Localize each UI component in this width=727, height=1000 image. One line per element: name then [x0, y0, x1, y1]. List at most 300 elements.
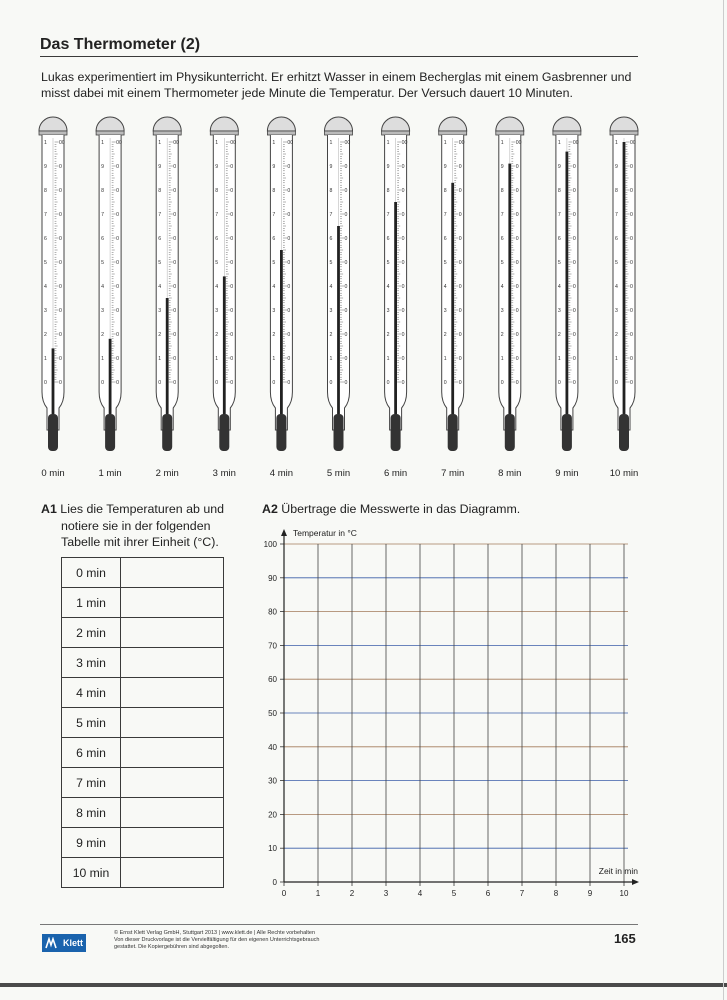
thermometer-bulb [276, 414, 286, 451]
scale-label-left: 1 [615, 356, 618, 362]
scale-label-right: 00 [572, 140, 579, 146]
scale-label-right: 0 [230, 356, 234, 362]
scale-label-left: 7 [443, 212, 447, 218]
scale-label-left: 6 [101, 236, 104, 242]
scale-label-left: 3 [44, 308, 47, 314]
scale-label-right: 0 [630, 188, 633, 194]
scale-label-left: 1 [215, 356, 219, 362]
scale-label-right: 0 [401, 284, 405, 290]
thermometer-row [0, 0, 727, 480]
scale-label-left: 8 [615, 188, 618, 194]
scale-label-right: 0 [515, 188, 519, 194]
scale-label-left: 3 [272, 308, 276, 314]
scale-label-left: 5 [615, 260, 618, 266]
scale-label-left: 1 [272, 140, 276, 146]
scale-label-left: 3 [215, 308, 219, 314]
scale-label-right: 0 [59, 212, 62, 218]
thermometer-collar [382, 131, 410, 135]
scale-label-right: 0 [230, 236, 234, 242]
scale-label-right: 00 [173, 140, 179, 146]
scale-label-right: 0 [572, 284, 576, 290]
x-tick-label: 2 [349, 889, 355, 898]
table-time-cell: 0 min [62, 558, 121, 588]
thermometer [267, 117, 295, 479]
scale-label-right: 0 [116, 356, 119, 362]
task-a2 [262, 501, 520, 518]
task-a2-number: A2 [262, 502, 278, 516]
scale-label-left: 7 [101, 212, 104, 218]
thermometer-bulb [105, 414, 115, 451]
x-tick-label: 10 [619, 889, 629, 898]
y-tick-label: 30 [268, 776, 277, 786]
table-time-cell: 6 min [62, 738, 121, 768]
scale-label-left: 1 [386, 356, 390, 362]
y-tick-label: 10 [268, 844, 277, 854]
scale-label-right: 0 [515, 380, 519, 386]
scale-label-right: 0 [116, 164, 119, 170]
table-value-cell[interactable] [121, 648, 224, 678]
scale-label-right: 0 [173, 164, 177, 170]
thermometer-collar [496, 131, 524, 135]
scale-label-right: 0 [173, 356, 177, 362]
scale-label-right: 0 [116, 332, 119, 338]
scale-label-right: 0 [116, 284, 119, 290]
scale-label-left: 4 [615, 284, 618, 290]
thermometer-time-label: 4 min [269, 468, 294, 479]
scale-label-left: 8 [500, 188, 504, 194]
table-row [62, 588, 224, 618]
thermometer-bulb [48, 414, 58, 451]
thermometer [39, 117, 67, 479]
scale-label-right: 0 [515, 164, 519, 170]
scale-label-right: 0 [116, 260, 119, 266]
scale-label-right: 00 [401, 140, 408, 146]
scale-label-left: 1 [272, 356, 276, 362]
scale-label-right: 0 [116, 236, 119, 242]
scale-label-right: 0 [344, 260, 348, 266]
thermometer-collar [439, 131, 467, 135]
scale-label-right: 0 [401, 188, 405, 194]
scale-label-left: 4 [329, 284, 333, 290]
table-value-cell[interactable] [121, 588, 224, 618]
scale-label-left: 0 [386, 380, 390, 386]
scale-label-left: 0 [44, 380, 47, 386]
scale-label-left: 6 [44, 236, 47, 242]
scale-label-right: 0 [344, 164, 348, 170]
scale-label-left: 1 [557, 140, 561, 146]
scale-label-left: 9 [44, 164, 47, 170]
scale-label-right: 0 [344, 212, 348, 218]
y-tick-label: 100 [263, 540, 277, 549]
scale-label-left: 5 [215, 260, 219, 266]
scale-label-right: 0 [458, 332, 462, 338]
y-tick-label: 60 [268, 675, 277, 685]
mercury-column [166, 298, 169, 414]
scale-label-left: 6 [329, 236, 333, 242]
thermometer-time-label: 2 min [155, 468, 179, 479]
scale-label-right: 0 [572, 212, 576, 218]
scale-label-right: 0 [230, 188, 234, 194]
scale-label-right: 0 [458, 308, 462, 314]
scale-label-left: 7 [329, 212, 333, 218]
scale-label-left: 5 [557, 260, 561, 266]
thermometer-cap [439, 117, 467, 131]
scale-label-right: 00 [230, 140, 237, 146]
table-time-cell: 2 min [62, 618, 121, 648]
scale-label-left: 1 [329, 356, 333, 362]
scale-label-right: 0 [515, 284, 519, 290]
scale-label-left: 1 [101, 356, 104, 362]
thermometer-bulb [334, 414, 344, 451]
scale-label-left: 1 [44, 356, 47, 362]
scale-label-left: 8 [215, 188, 219, 194]
scale-label-left: 0 [557, 380, 561, 386]
scale-label-left: 9 [101, 164, 104, 170]
scale-label-left: 6 [386, 236, 390, 242]
thermometer-time-label: 1 min [98, 468, 122, 479]
scale-label-left: 4 [215, 284, 219, 290]
scale-label-right: 0 [630, 284, 633, 290]
y-axis-arrow [281, 529, 287, 536]
scale-label-left: 3 [329, 308, 333, 314]
scale-label-right: 0 [116, 212, 119, 218]
thermometer-cap [325, 117, 353, 131]
scale-label-right: 00 [630, 140, 636, 146]
scale-label-left: 7 [557, 212, 561, 218]
thermometer [325, 117, 353, 479]
scale-label-right: 0 [59, 332, 62, 338]
scale-label-left: 9 [158, 164, 162, 170]
x-tick-label: 6 [485, 889, 491, 898]
thermometer-collar [325, 131, 353, 135]
scale-label-left: 4 [158, 284, 162, 290]
task-a1-line-2: notiere sie in der folgenden [61, 518, 211, 533]
scale-label-left: 5 [44, 260, 47, 266]
table-value-cell[interactable] [121, 738, 224, 768]
scale-label-right: 0 [515, 212, 519, 218]
scale-label-left: 0 [615, 380, 618, 386]
scale-label-right: 0 [458, 260, 462, 266]
scale-label-left: 8 [101, 188, 104, 194]
thermometer-cap [496, 117, 524, 131]
scale-label-left: 5 [329, 260, 333, 266]
y-tick-label: 50 [268, 709, 277, 718]
thermometer [153, 117, 181, 479]
scale-label-right: 0 [630, 212, 633, 218]
scale-label-right: 0 [173, 380, 177, 386]
scale-label-left: 5 [158, 260, 162, 266]
scale-label-left: 1 [615, 140, 618, 146]
scale-label-right: 0 [59, 164, 62, 170]
scale-label-right: 0 [458, 164, 462, 170]
scale-label-right: 0 [173, 284, 177, 290]
scale-label-right: 0 [458, 380, 462, 386]
scale-label-left: 1 [443, 356, 447, 362]
x-tick-label: 4 [417, 889, 423, 898]
scale-label-right: 0 [59, 356, 62, 362]
scale-label-left: 2 [101, 332, 104, 338]
table-row [62, 738, 224, 768]
copyright-line-1: © Ernst Klett Verlag GmbH, Stuttgart 2013 | www.klett.de | Alle Rechte vorbehalten [114, 930, 316, 936]
scale-label-right: 0 [344, 308, 348, 314]
scale-label-left: 6 [215, 236, 219, 242]
task-a2-text: Übertrage die Messwerte in das Diagramm. [281, 502, 521, 516]
scan-edge-right [723, 0, 724, 1000]
scale-label-right: 0 [344, 356, 348, 362]
scale-label-left: 8 [443, 188, 447, 194]
scale-label-right: 0 [344, 332, 348, 338]
scale-label-left: 1 [386, 140, 390, 146]
scale-label-right: 0 [401, 212, 405, 218]
scale-label-left: 1 [158, 140, 162, 146]
scale-label-right: 0 [173, 236, 177, 242]
thermometer [553, 117, 581, 479]
intro-line-1: Lukas experimentiert im Physikunterricht. Er erhitzt Wasser in einem Becherglas mit einem Gasbrenner und [41, 70, 632, 84]
table-row [62, 858, 224, 888]
thermometer-collar [39, 131, 67, 135]
scale-label-right: 0 [116, 380, 119, 386]
scale-label-left: 0 [443, 380, 447, 386]
mercury-column [508, 164, 511, 414]
scale-label-left: 7 [615, 212, 618, 218]
scale-label-left: 7 [500, 212, 504, 218]
scale-label-left: 9 [272, 164, 276, 170]
scale-label-left: 6 [557, 236, 561, 242]
scale-label-right: 0 [630, 260, 633, 266]
scale-label-right: 0 [230, 260, 234, 266]
scale-label-left: 1 [44, 140, 47, 146]
table-value-cell[interactable] [121, 708, 224, 738]
thermometer-time-label: 10 min [609, 468, 639, 479]
thermometer-bulb [448, 414, 458, 451]
mercury-column [566, 152, 569, 414]
scale-label-right: 0 [59, 284, 62, 290]
scale-label-left: 5 [443, 260, 447, 266]
scale-label-left: 9 [500, 164, 504, 170]
thermometer-time-label: 8 min [498, 468, 522, 479]
scale-label-left: 1 [443, 140, 447, 146]
table-row [62, 798, 224, 828]
scale-label-right: 0 [230, 308, 234, 314]
scale-label-left: 6 [615, 236, 618, 242]
scale-label-right: 0 [287, 308, 291, 314]
scale-label-right: 0 [572, 332, 576, 338]
x-tick-label: 0 [281, 889, 287, 898]
scale-label-left: 0 [329, 380, 333, 386]
scale-label-left: 3 [500, 308, 504, 314]
scale-label-right: 0 [401, 236, 405, 242]
scale-label-right: 00 [458, 140, 465, 146]
scale-label-right: 0 [59, 188, 62, 194]
scale-label-left: 5 [386, 260, 390, 266]
scale-label-right: 0 [572, 236, 576, 242]
table-time-cell: 7 min [62, 768, 121, 798]
scale-label-right: 0 [287, 356, 291, 362]
scale-label-left: 7 [215, 212, 219, 218]
mercury-column [52, 348, 55, 414]
table-row [62, 678, 224, 708]
scale-label-left: 3 [101, 308, 104, 314]
scale-label-right: 0 [287, 212, 291, 218]
temperature-table [61, 557, 224, 888]
thermometer-cap [610, 117, 638, 131]
scale-label-left: 1 [500, 356, 504, 362]
scale-label-left: 4 [272, 284, 276, 290]
scale-label-right: 0 [230, 380, 234, 386]
scale-label-left: 4 [386, 284, 390, 290]
table-value-cell[interactable] [121, 798, 224, 828]
table-time-cell: 3 min [62, 648, 121, 678]
thermometer-collar [610, 131, 638, 135]
scale-label-left: 8 [272, 188, 276, 194]
scale-label-left: 8 [386, 188, 390, 194]
page-title: Das Thermometer (2) [40, 36, 201, 53]
scale-label-right: 0 [59, 236, 62, 242]
scale-label-left: 1 [215, 140, 219, 146]
table-time-cell: 9 min [62, 828, 121, 858]
scale-label-right: 0 [630, 164, 633, 170]
y-tick-label: 70 [268, 641, 277, 651]
scale-label-left: 2 [44, 332, 47, 338]
scale-label-left: 2 [557, 332, 561, 338]
scale-label-left: 4 [44, 284, 47, 290]
scale-label-left: 7 [44, 212, 47, 218]
scale-label-left: 6 [500, 236, 504, 242]
thermometer-cap [39, 117, 67, 131]
table-time-cell: 8 min [62, 798, 121, 828]
scale-label-right: 0 [59, 308, 62, 314]
task-a1 [41, 501, 241, 551]
table-row [62, 828, 224, 858]
scale-label-right: 0 [173, 188, 177, 194]
thermometer [496, 117, 524, 479]
scale-label-right: 0 [173, 332, 177, 338]
scale-label-right: 0 [401, 380, 405, 386]
thermometer [210, 117, 238, 479]
scale-label-left: 1 [329, 140, 333, 146]
task-a1-number: A1 [41, 502, 57, 516]
scale-label-right: 0 [630, 356, 633, 362]
scale-label-right: 0 [287, 260, 291, 266]
scale-label-left: 0 [158, 380, 162, 386]
table-value-cell[interactable] [121, 768, 224, 798]
thermometer-collar [210, 131, 238, 135]
scale-label-right: 0 [630, 380, 633, 386]
copyright-line-3: gestattet. Die Kopiergebühren sind abgegolten. [114, 944, 229, 950]
mercury-column [623, 142, 626, 414]
scale-label-left: 2 [329, 332, 333, 338]
scale-label-right: 0 [401, 164, 405, 170]
thermometer-collar [153, 131, 181, 135]
scale-label-left: 9 [443, 164, 447, 170]
thermometer-cap [96, 117, 124, 131]
thermometer-time-label: 3 min [212, 468, 236, 479]
thermometer [382, 117, 410, 479]
scale-label-left: 8 [557, 188, 561, 194]
scale-label-left: 2 [158, 332, 162, 338]
scale-label-left: 0 [272, 380, 276, 386]
scale-label-left: 5 [500, 260, 504, 266]
scale-label-right: 0 [59, 380, 62, 386]
thermometer [610, 117, 639, 479]
scale-label-left: 7 [158, 212, 162, 218]
scale-label-left: 3 [557, 308, 561, 314]
table-row [62, 618, 224, 648]
scale-label-right: 0 [344, 188, 348, 194]
scale-label-left: 9 [615, 164, 618, 170]
scale-label-right: 0 [344, 284, 348, 290]
thermometer-time-label: 7 min [441, 468, 465, 479]
scale-label-right: 0 [287, 164, 291, 170]
mercury-column [280, 250, 283, 414]
copyright-notice [114, 930, 319, 951]
page-number: 165 [614, 931, 636, 946]
scale-label-right: 0 [287, 236, 291, 242]
scale-label-left: 1 [158, 356, 162, 362]
scale-label-right: 0 [630, 236, 633, 242]
scale-label-left: 0 [500, 380, 504, 386]
thermometer-bulb [391, 414, 401, 451]
scale-label-left: 2 [215, 332, 219, 338]
thermometer-bulb [162, 414, 172, 451]
scale-label-right: 0 [59, 260, 62, 266]
thermometer-cap [267, 117, 295, 131]
table-row [62, 558, 224, 588]
scale-label-right: 0 [458, 356, 462, 362]
scale-label-right: 0 [572, 188, 576, 194]
scale-label-left: 3 [443, 308, 447, 314]
scale-label-left: 3 [615, 308, 618, 314]
thermometer [96, 117, 124, 479]
thermometer-time-label: 5 min [326, 468, 351, 479]
table-value-cell[interactable] [121, 858, 224, 888]
scale-label-left: 5 [101, 260, 104, 266]
scale-label-left: 0 [101, 380, 104, 386]
y-tick-label: 80 [268, 607, 277, 617]
mercury-column [451, 183, 454, 414]
table-value-cell[interactable] [121, 828, 224, 858]
scale-label-left: 8 [158, 188, 162, 194]
scale-label-left: 2 [500, 332, 504, 338]
table-value-cell[interactable] [121, 678, 224, 708]
table-value-cell[interactable] [121, 618, 224, 648]
scale-label-left: 8 [44, 188, 47, 194]
x-tick-label: 5 [451, 889, 457, 898]
x-axis-arrow [632, 879, 639, 885]
thermometer-cap [153, 117, 181, 131]
scale-label-left: 8 [329, 188, 333, 194]
y-tick-label: 90 [268, 573, 277, 583]
scale-label-right: 0 [515, 260, 519, 266]
thermometer-collar [267, 131, 295, 135]
klett-logo-icon [45, 937, 57, 949]
scale-label-right: 0 [572, 164, 576, 170]
scale-label-left: 1 [101, 140, 104, 146]
scale-label-left: 9 [329, 164, 333, 170]
scale-label-right: 00 [116, 140, 122, 146]
scale-label-right: 0 [287, 284, 291, 290]
table-value-cell[interactable] [121, 558, 224, 588]
x-tick-label: 7 [519, 889, 525, 898]
scale-label-left: 9 [215, 164, 219, 170]
mercury-column [337, 226, 340, 414]
scale-label-left: 2 [615, 332, 618, 338]
scale-label-left: 5 [272, 260, 276, 266]
scale-label-left: 2 [272, 332, 276, 338]
mercury-column [109, 339, 112, 414]
scale-label-right: 0 [572, 308, 576, 314]
table-time-cell: 10 min [62, 858, 121, 888]
